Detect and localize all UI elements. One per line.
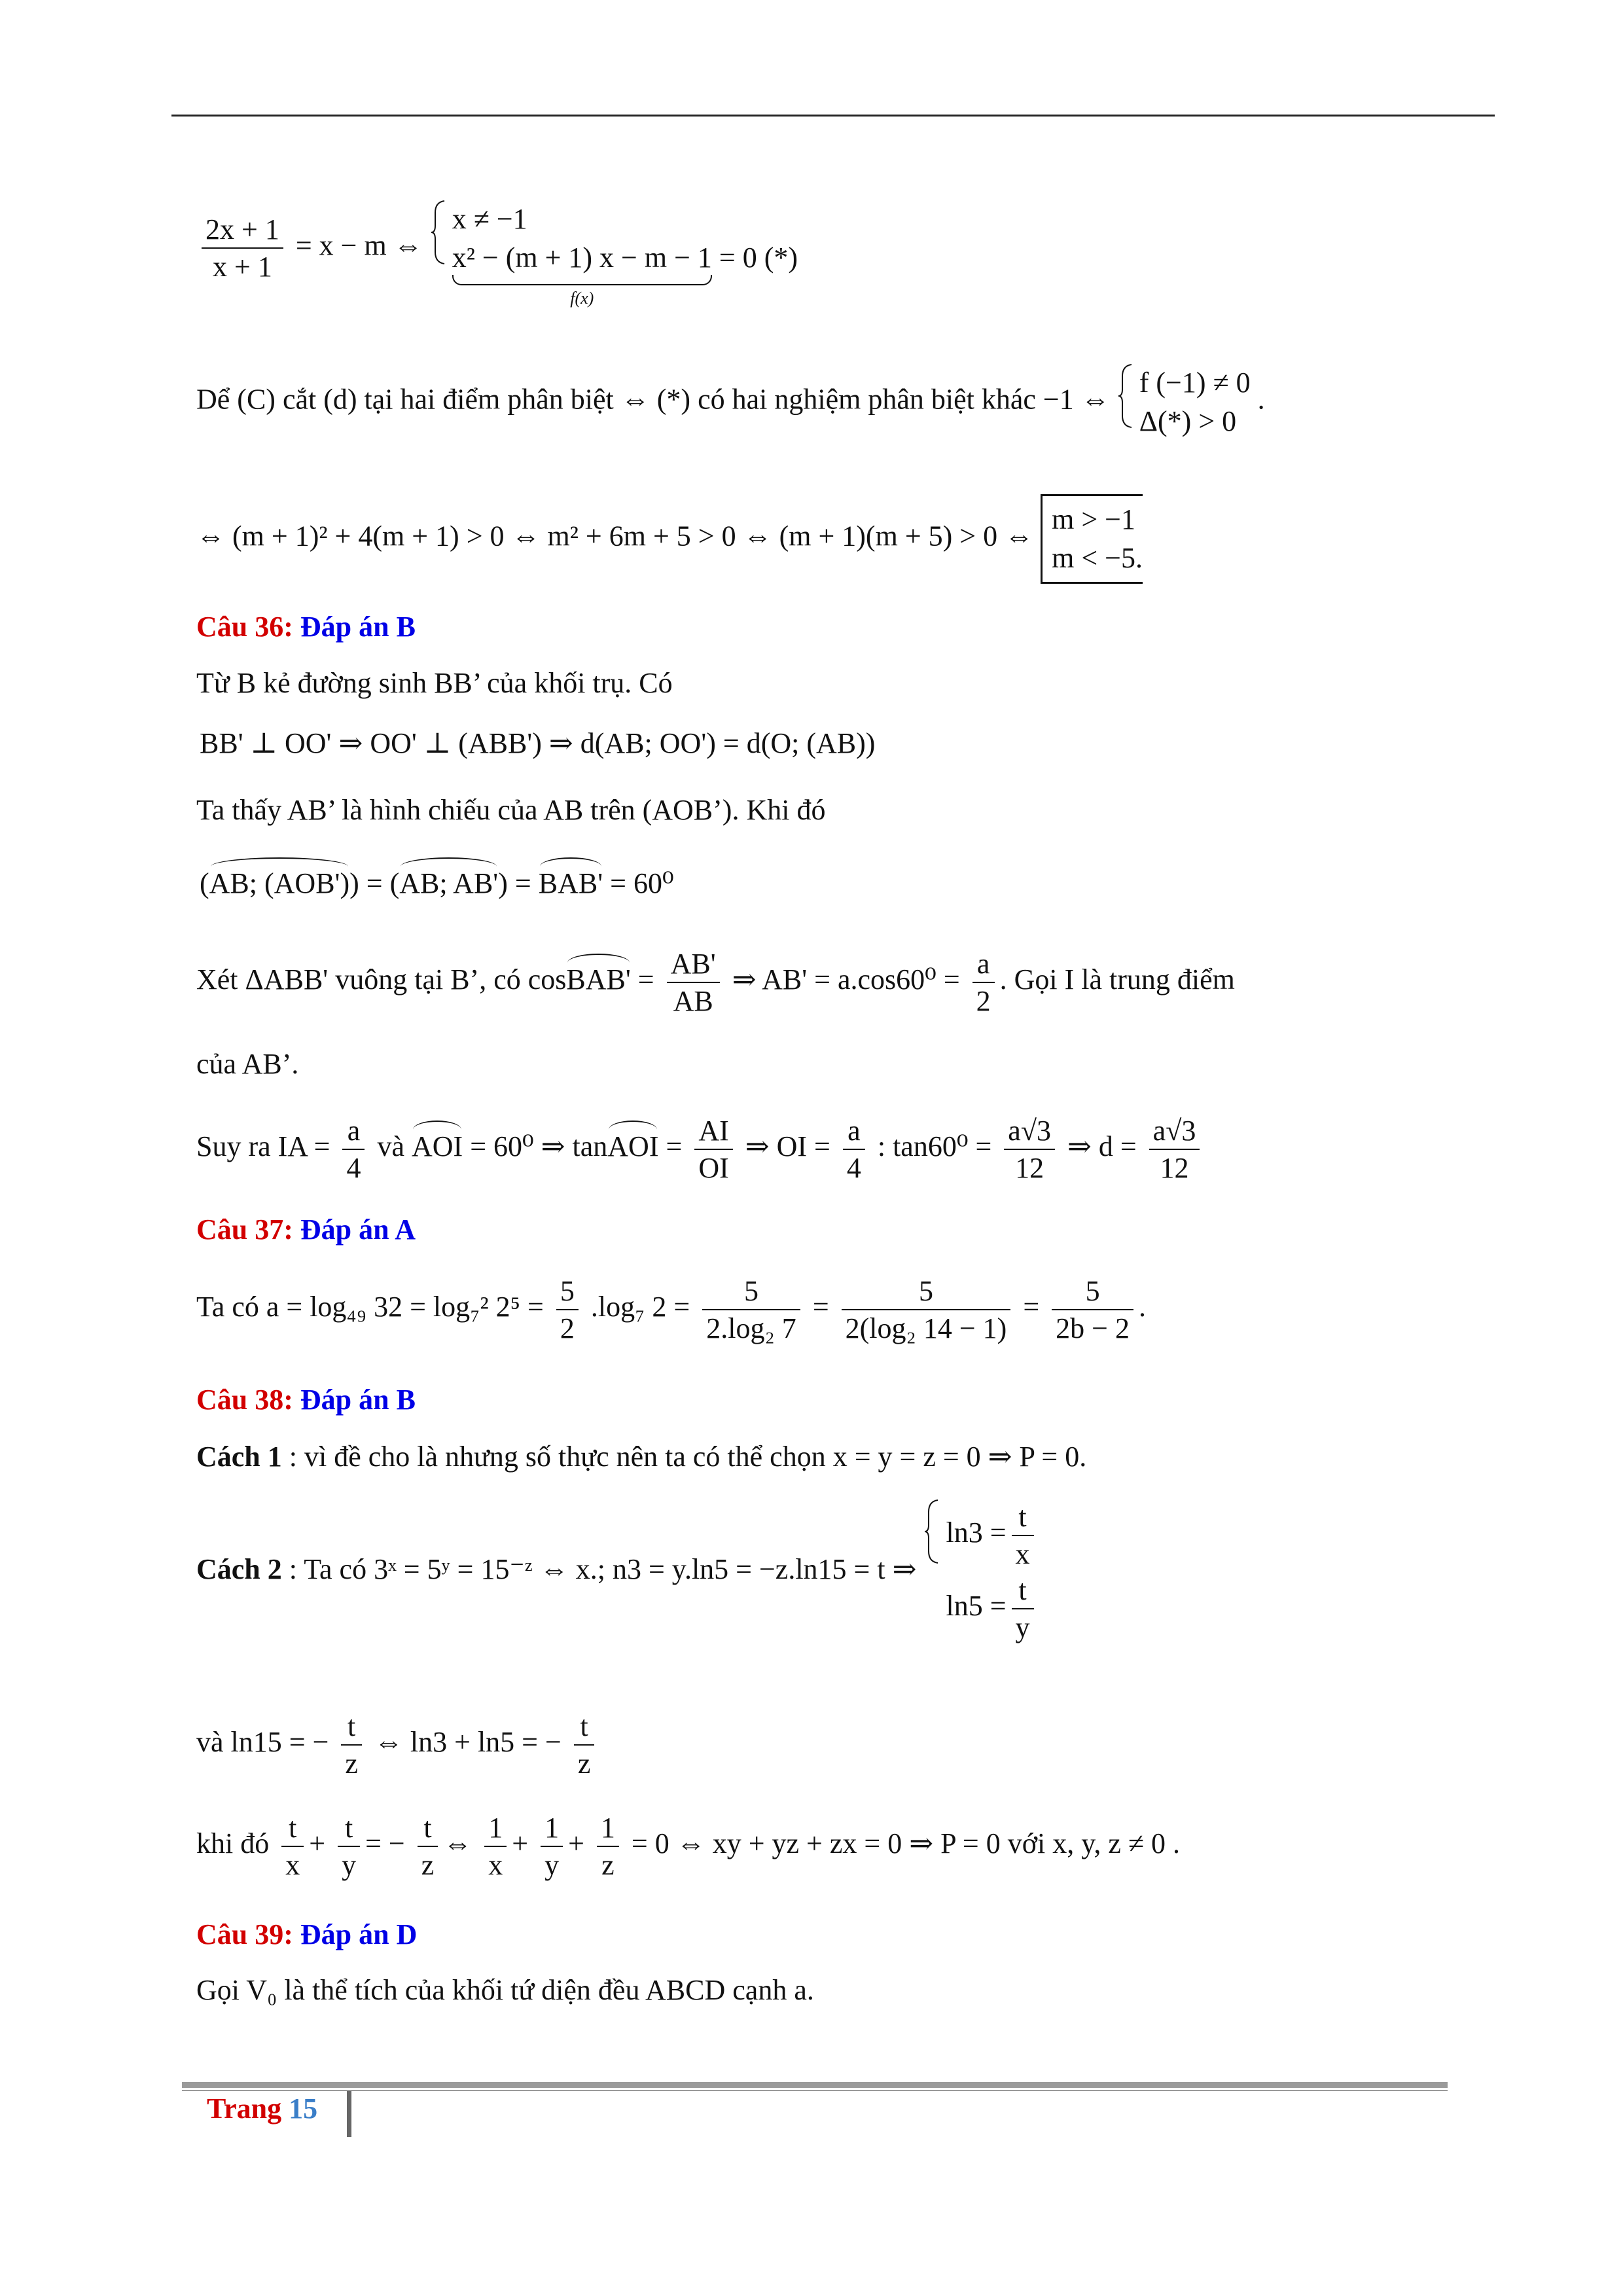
numerator: t xyxy=(418,1810,438,1847)
equation-text: ⇒ d = xyxy=(1067,1130,1137,1163)
header-rule xyxy=(171,115,1495,117)
footer-rule xyxy=(182,2082,1448,2088)
fraction xyxy=(1012,1499,1034,1572)
denominator: 2 xyxy=(560,1312,575,1344)
q38-line-khi-do xyxy=(196,1810,1180,1883)
bracket-row: m < −5. xyxy=(1052,542,1143,575)
numerator: a√3 xyxy=(1149,1113,1200,1150)
bracket-row: m > −1 xyxy=(1052,503,1135,535)
footer-rule xyxy=(182,2090,1448,2091)
angle-arc: AB; (AOB') xyxy=(209,857,349,901)
denominator: 2.log₂ 7 xyxy=(706,1312,796,1344)
page-label: Trang xyxy=(207,2092,282,2125)
system-row xyxy=(946,1572,1039,1645)
footer-divider xyxy=(347,2091,351,2137)
equation-text: . xyxy=(1257,383,1265,416)
numerator: 1 xyxy=(484,1810,507,1847)
fraction xyxy=(556,1273,579,1346)
q36-line-7 xyxy=(196,1113,1205,1186)
numerator: a xyxy=(843,1113,865,1150)
q36-line-2: BB' ⊥ OO' ⇒ OO' ⊥ (ABB') ⇒ d(AB; OO') = d(O; (AB)) xyxy=(200,727,876,759)
denominator: y xyxy=(1015,1611,1030,1643)
q38-line-va xyxy=(196,1708,599,1782)
denominator: z xyxy=(601,1849,615,1881)
numerator: t xyxy=(338,1810,360,1847)
denominator: z xyxy=(421,1849,435,1881)
paragraph-text: Dể (C) cắt (d) tại hai điểm phân biệt ⇔ (*) có hai nghiệm phân biệt khác −1 ⇔ xyxy=(196,383,1110,416)
fraction xyxy=(694,1113,732,1186)
method-label: Cách 2 xyxy=(196,1553,282,1586)
equation-text: Xét ΔABB' vuông tại B’, có cos xyxy=(196,963,567,996)
numerator: 2x + 1 xyxy=(202,211,283,249)
answer-label: Đáp án D xyxy=(300,1918,418,1950)
fraction xyxy=(202,211,283,285)
question-37-heading xyxy=(196,1213,416,1247)
fraction xyxy=(667,946,720,1019)
equation-text: ⇔ ln3 + ln5 = − xyxy=(374,1726,562,1759)
equation-text: và ln15 = − xyxy=(196,1726,329,1759)
angle-arc: AB; AB' xyxy=(399,857,498,901)
fraction xyxy=(972,946,995,1019)
equation-text: ⇒ AB' = a.cos60⁰ = xyxy=(732,963,960,996)
q36-line-1: Từ B kẻ đường sinh BB’ của khối trụ. Có xyxy=(196,667,673,699)
q38-method-1 xyxy=(196,1440,1086,1475)
equation-text: ) = ( xyxy=(349,867,400,899)
equation-text: ⇔ xyxy=(443,1827,473,1860)
left-brace-icon xyxy=(430,200,447,265)
equation-1 xyxy=(196,200,798,308)
question-39-heading xyxy=(196,1918,417,1952)
numerator: 1 xyxy=(541,1810,563,1847)
denominator: x xyxy=(285,1849,300,1881)
question-label: Câu 37: xyxy=(196,1213,293,1246)
fraction xyxy=(338,1810,360,1883)
q36-line-5 xyxy=(196,946,1235,1019)
equation-text: + xyxy=(309,1827,326,1860)
numerator: AI xyxy=(694,1113,732,1150)
equation-text: ln3 = xyxy=(946,1516,1007,1549)
equation-text: = xyxy=(1023,1291,1040,1323)
q36-line-6: của AB’. xyxy=(196,1048,299,1080)
denominator: x + 1 xyxy=(213,251,272,283)
fraction xyxy=(843,1113,865,1186)
equation-text: ⇔ (m + 1)² + 4(m + 1) > 0 ⇔ m² + 6m + 5 > 0 ⇔ (m + 1)(m + 5) > 0 ⇔ xyxy=(196,520,1034,552)
q36-line-3: Ta thấy AB’ là hình chiếu của AB trên (AOB’). Khi đó xyxy=(196,794,826,826)
q38-method-2 xyxy=(196,1499,1039,1645)
denominator: z xyxy=(345,1748,358,1780)
denominator: 2(log₂ 14 − 1) xyxy=(845,1312,1007,1344)
equation-text: ln5 = xyxy=(946,1590,1007,1623)
numerator: t xyxy=(281,1810,304,1847)
fraction xyxy=(281,1810,304,1883)
fraction xyxy=(1052,1273,1133,1346)
equation-text: ( xyxy=(200,867,209,899)
question-label: Câu 36: xyxy=(196,611,293,643)
equation-text: = − xyxy=(365,1827,405,1860)
numerator: 1 xyxy=(597,1810,619,1847)
denominator: OI xyxy=(698,1152,729,1184)
angle-arc: AOI xyxy=(607,1121,658,1164)
fraction xyxy=(341,1708,362,1782)
or-bracket xyxy=(1041,494,1143,584)
question-label: Câu 38: xyxy=(196,1384,293,1416)
equation-text: = xyxy=(630,963,654,996)
system-of-equations xyxy=(430,200,798,308)
equation-text: ) = xyxy=(498,867,539,899)
numerator: t xyxy=(341,1708,362,1746)
system-row xyxy=(452,238,798,308)
equation-text: Ta có a = log₄₉ 32 = log₇² 2⁵ = xyxy=(196,1291,544,1323)
system-row: f (−1) ≠ 0 xyxy=(1139,367,1251,399)
fraction xyxy=(597,1810,619,1883)
denominator: 2 xyxy=(976,985,991,1017)
fraction xyxy=(842,1273,1011,1346)
denominator: 12 xyxy=(1160,1152,1189,1184)
q39-line-1: Gọi V₀ là thể tích của khối tứ diện đều ABCD cạnh a. xyxy=(196,1974,814,2006)
denominator: y xyxy=(342,1849,357,1881)
equation-text: = 60⁰ xyxy=(603,867,674,899)
page-number-value: 15 xyxy=(289,2092,318,2125)
left-brace-icon xyxy=(1117,363,1134,429)
q36-line-4 xyxy=(200,857,674,901)
fraction xyxy=(702,1273,800,1346)
denominator: x xyxy=(1015,1538,1030,1570)
angle-arc: BAB' xyxy=(566,954,630,997)
equation-text: . Gọi I là trung điểm xyxy=(999,963,1235,996)
question-label: Câu 39: xyxy=(196,1918,293,1950)
page-number xyxy=(207,2092,317,2125)
fraction xyxy=(1012,1572,1034,1645)
fraction xyxy=(574,1708,595,1782)
equation-text: + xyxy=(568,1827,584,1860)
denominator: z xyxy=(577,1748,591,1780)
paragraph-condition xyxy=(196,363,1265,441)
numerator: t xyxy=(574,1708,595,1746)
denominator: 2b − 2 xyxy=(1056,1312,1130,1344)
fraction xyxy=(418,1810,438,1883)
equation-text: Suy ra IA = xyxy=(196,1130,330,1163)
system-row: x ≠ −1 xyxy=(452,203,527,235)
equation-text: = xyxy=(812,1291,829,1323)
denominator: 12 xyxy=(1015,1152,1044,1184)
numerator: t xyxy=(1012,1572,1034,1609)
question-36-heading xyxy=(196,610,416,645)
equation-text: khi đó xyxy=(196,1827,270,1860)
equation-text: = 0 (*) xyxy=(711,242,798,274)
fraction xyxy=(342,1113,365,1186)
equation-text: = 60⁰ ⇒ tan xyxy=(463,1130,608,1163)
answer-label: Đáp án B xyxy=(300,1384,416,1416)
numerator: 5 xyxy=(702,1273,800,1310)
q37-line-1 xyxy=(196,1273,1146,1346)
equation-text: . xyxy=(1138,1291,1146,1323)
equation-text: + xyxy=(512,1827,529,1860)
equation-text: và xyxy=(377,1130,412,1163)
denominator: AB xyxy=(673,985,713,1017)
fraction xyxy=(1004,1113,1055,1186)
method-label: Cách 1 xyxy=(196,1441,282,1473)
numerator: 5 xyxy=(842,1273,1011,1310)
angle-arc: BAB' xyxy=(539,857,603,901)
angle-arc: AOI xyxy=(412,1121,463,1164)
system-row: Δ(*) > 0 xyxy=(1139,405,1237,438)
equation-text: = x − m ⇔ xyxy=(295,229,423,262)
system-of-equations xyxy=(1117,363,1251,441)
numerator: a xyxy=(972,946,995,983)
fraction xyxy=(484,1810,507,1883)
equation-text: = xyxy=(658,1130,683,1163)
numerator: a√3 xyxy=(1004,1113,1055,1150)
answer-label: Đáp án B xyxy=(300,611,416,643)
answer-label: Đáp án A xyxy=(300,1213,416,1246)
question-38-heading xyxy=(196,1383,416,1418)
method-text: : vì đề cho là nhưng số thực nên ta có thể chọn x = y = z = 0 ⇒ P = 0. xyxy=(281,1441,1087,1473)
equation-text: = 0 ⇔ xy + yz + zx = 0 ⇒ P = 0 với x, y, z ≠ 0 . xyxy=(631,1827,1181,1860)
equation-2 xyxy=(196,494,1143,584)
denominator: y xyxy=(544,1849,560,1881)
fraction xyxy=(1149,1113,1200,1186)
numerator: a xyxy=(342,1113,365,1150)
numerator: AB' xyxy=(667,946,720,983)
left-brace-icon xyxy=(923,1499,940,1564)
equation-text: ⇒ OI = xyxy=(745,1130,830,1163)
method-text: : Ta có 3ˣ = 5ʸ = 15⁻ᶻ ⇔ x.; n3 = y.ln5 = −z.ln15 = t ⇒ xyxy=(281,1553,917,1586)
denominator: 4 xyxy=(346,1152,361,1184)
underbrace-label: f(x) xyxy=(570,288,594,308)
denominator: x xyxy=(488,1849,503,1881)
underbraced-expression: x² − (m + 1) x − m − 1 xyxy=(452,242,712,274)
denominator: 4 xyxy=(846,1152,861,1184)
numerator: 5 xyxy=(1052,1273,1133,1310)
system-of-equations xyxy=(923,1499,1039,1645)
fraction xyxy=(541,1810,563,1883)
equation-text: .log₇ 2 = xyxy=(590,1291,690,1323)
equation-text: : tan60⁰ = xyxy=(877,1130,992,1163)
numerator: 5 xyxy=(556,1273,579,1310)
numerator: t xyxy=(1012,1499,1034,1536)
system-row xyxy=(946,1499,1039,1572)
